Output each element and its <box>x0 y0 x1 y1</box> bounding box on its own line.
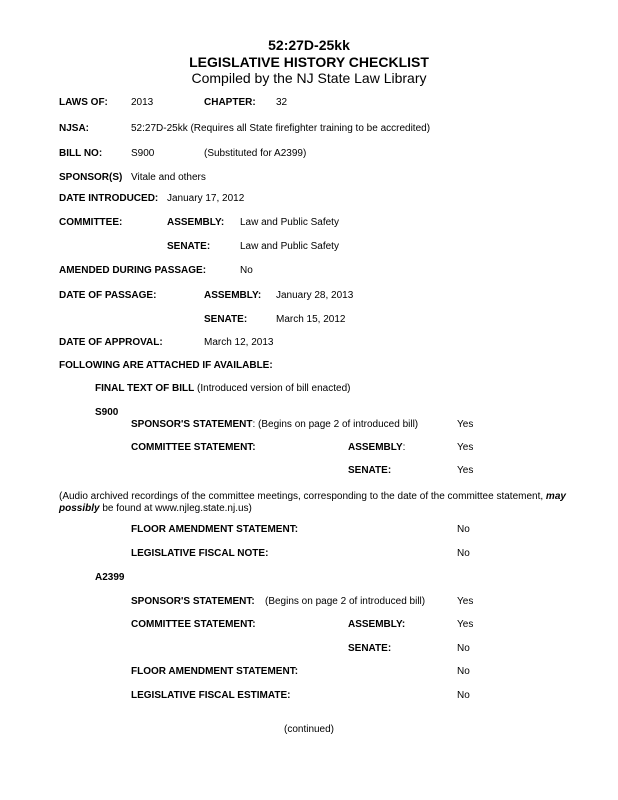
bill-substitution-note: (Substituted for A2399) <box>204 148 307 159</box>
passage-senate-label: SENATE: <box>204 314 248 325</box>
a2399-senate-value: No <box>457 643 470 654</box>
committee-assembly-value: Law and Public Safety <box>240 217 339 228</box>
laws-of-label: LAWS OF: <box>59 97 108 108</box>
attached-heading: FOLLOWING ARE ATTACHED IF AVAILABLE: <box>59 360 273 371</box>
a2399-floor-amendment-value: No <box>457 666 470 677</box>
s900-sponsor-statement-note: : (Begins on page 2 of introduced bill) <box>252 419 419 430</box>
s900-floor-amendment-label: FLOOR AMENDMENT STATEMENT: <box>131 524 299 535</box>
passage-senate-value: March 15, 2012 <box>276 314 346 325</box>
njsa-value: 52:27D-25kk (Requires all State firefighter training to be accredited) <box>131 123 431 134</box>
s900-floor-amendment-value: No <box>457 524 470 535</box>
committee-assembly-label: ASSEMBLY: <box>167 217 225 228</box>
chapter-value: 32 <box>276 97 288 108</box>
s900-assembly-line <box>348 442 405 454</box>
njsa-label: NJSA: <box>59 123 90 134</box>
bill-no-value: S900 <box>131 148 155 159</box>
s900-committee-statement-label: COMMITTEE STATEMENT: <box>131 442 256 453</box>
a2399-fiscal-estimate-value: No <box>457 690 470 701</box>
a2399-committee-statement-label: COMMITTEE STATEMENT: <box>131 619 256 630</box>
final-text-label: FINAL TEXT OF BILL <box>95 383 195 394</box>
s900-sponsor-statement-line <box>131 419 418 431</box>
s900-sponsor-statement-label: SPONSOR'S STATEMENT <box>131 419 253 430</box>
amended-value: No <box>240 265 253 276</box>
date-introduced-value: January 17, 2012 <box>167 193 245 204</box>
final-text-line <box>95 383 350 395</box>
date-of-passage-label: DATE OF PASSAGE: <box>59 290 157 301</box>
a2399-senate-label: SENATE: <box>348 643 392 654</box>
passage-assembly-value: January 28, 2013 <box>276 290 354 301</box>
audio-archive-note <box>59 491 604 515</box>
audio-note-part2: be found at www.njleg.state.nj.us) <box>99 503 252 514</box>
a2399-sponsor-statement-note: (Begins on page 2 of introduced bill) <box>265 596 426 607</box>
s900-assembly-value: Yes <box>457 442 474 453</box>
citation-heading: 52:27D-25kk <box>268 37 350 53</box>
a2399-assembly-label: ASSEMBLY: <box>348 619 406 630</box>
a2399-assembly-value: Yes <box>457 619 474 630</box>
sponsors-value: Vitale and others <box>131 172 206 183</box>
continued-footer: (continued) <box>283 724 335 735</box>
a2399-sponsor-statement-label: SPONSOR'S STATEMENT: <box>131 596 255 607</box>
passage-assembly-label: ASSEMBLY: <box>204 290 262 301</box>
s900-senate-label: SENATE: <box>348 465 392 476</box>
compiled-by-subtitle: Compiled by the NJ State Law Library <box>191 70 427 86</box>
a2399-fiscal-estimate-label: LEGISLATIVE FISCAL ESTIMATE: <box>131 690 291 701</box>
committee-senate-value: Law and Public Safety <box>240 241 339 252</box>
s900-fiscal-note-value: No <box>457 548 470 559</box>
s900-sponsor-statement-value: Yes <box>457 419 474 430</box>
audio-note-emphasis: may possibly <box>59 491 566 514</box>
committee-senate-label: SENATE: <box>167 241 211 252</box>
s900-senate-value: Yes <box>457 465 474 476</box>
s900-fiscal-note-label: LEGISLATIVE FISCAL NOTE: <box>131 548 269 559</box>
sponsors-label: SPONSOR(S) <box>59 172 123 183</box>
s900-heading: S900 <box>95 407 119 418</box>
committee-label: COMMITTEE: <box>59 217 123 228</box>
a2399-sponsor-statement-value: Yes <box>457 596 474 607</box>
a2399-floor-amendment-label: FLOOR AMENDMENT STATEMENT: <box>131 666 299 677</box>
s900-assembly-label: ASSEMBLY <box>348 442 403 453</box>
date-of-approval-label: DATE OF APPROVAL: <box>59 337 163 348</box>
date-introduced-label: DATE INTRODUCED: <box>59 193 159 204</box>
bill-no-label: BILL NO: <box>59 148 103 159</box>
s900-assembly-colon: : <box>402 442 406 453</box>
date-of-approval-value: March 12, 2013 <box>204 337 274 348</box>
chapter-label: CHAPTER: <box>204 97 256 108</box>
audio-note-part1: (Audio archived recordings of the committee meetings, corresponding to the date of the committee statement, <box>59 491 546 502</box>
amended-label: AMENDED DURING PASSAGE: <box>59 265 207 276</box>
final-text-note: (Introduced version of bill enacted) <box>197 383 351 394</box>
a2399-heading: A2399 <box>95 572 125 583</box>
checklist-title: LEGISLATIVE HISTORY CHECKLIST <box>189 54 429 70</box>
laws-of-value: 2013 <box>131 97 154 108</box>
